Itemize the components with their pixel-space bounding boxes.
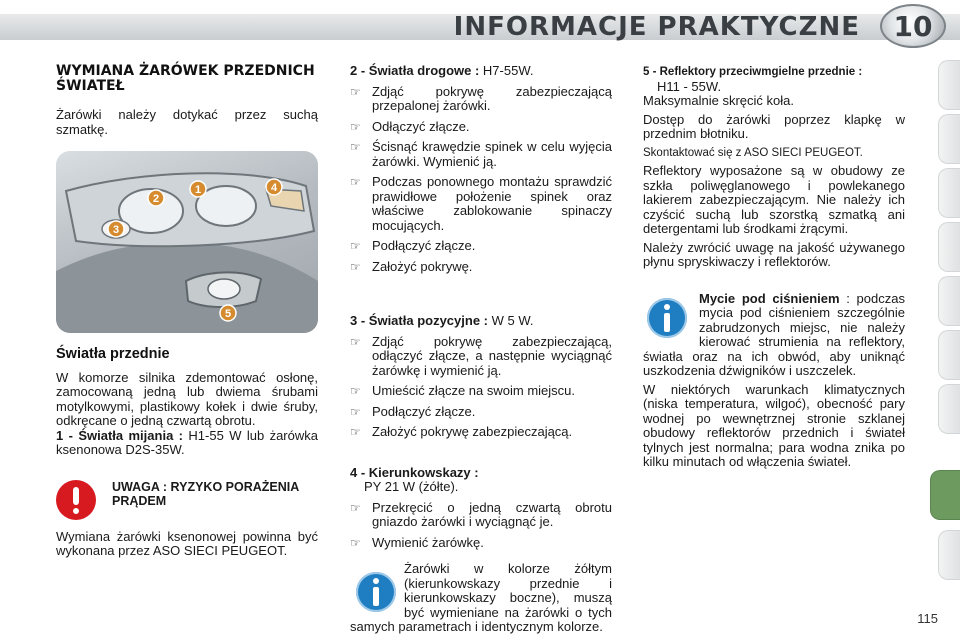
svg-text:5: 5: [224, 308, 232, 320]
column-left: [56, 64, 318, 559]
fog-text-5: Należy zwrócić uwagę na jakość używanego płynu spryskiwaczy i reflektorów.: [643, 239, 905, 269]
list-item: ☞ Zdjąć pokrywę zabezpieczającą, odłączyć złącze, a następnie wyciągnąć żarówkę i wymienić ją.: [350, 333, 612, 378]
chapter-tab-1[interactable]: [938, 60, 960, 110]
chapter-tab-3[interactable]: [938, 168, 960, 218]
fog-text-4: Reflektory wyposażone są w obudowy ze szkła poliwęglanowego i powlekanego lakierem zabezpieczającym. Nie należy ich czyścić suchą lub szorstką szmatką ani detergentami lub środkami żrącymi.: [643, 163, 905, 236]
pressure-wash-title: Mycie pod ciśnieniem: [699, 290, 840, 306]
item-4-head: 4 - Kierunkowskazy :: [350, 464, 479, 480]
list-item: ☞ Podłączyć złącze.: [350, 403, 476, 419]
item-3-head: 3 - Światła pozycyjne :: [350, 313, 488, 328]
headlight-illustration: [56, 151, 318, 333]
svg-text:1: 1: [194, 184, 202, 196]
list-item: ☞ Podczas ponownego montażu sprawdzić prawidłowe położenie spinek oraz właściwe zablokowanie spinaczy mocujących.: [350, 174, 612, 233]
info-box-yellow-bulbs: [350, 562, 612, 635]
pointing-hand-icon: ☞: [350, 84, 361, 99]
item-1-head: 1 - Światła mijania :: [56, 427, 184, 443]
header-bar: [0, 0, 960, 50]
headlight-photo: [56, 151, 318, 333]
item-2-value: H7-55W.: [482, 63, 534, 78]
item-4-value: PY 21 W (żółte).: [364, 479, 459, 494]
item-2-head: 2 - Światła drogowe :: [350, 63, 480, 78]
photo-callout-4: [266, 179, 282, 195]
fog-text-1: Maksymalnie skręcić koła.: [643, 93, 794, 108]
svg-text:3: 3: [112, 224, 120, 236]
chapter-tab-active[interactable]: [930, 470, 960, 520]
item-4-steps: [350, 501, 612, 551]
column-right: [643, 64, 905, 470]
item-3-value: W 5 W.: [491, 313, 534, 328]
item-2-high-beam: [350, 64, 612, 79]
pointing-hand-icon: ☞: [350, 259, 361, 274]
pressure-wash-body: : podczas mycia pod ciśnieniem szczególnie zabrudzonych miejsc, nie należy kierować strumienia na reflektory, światła oraz na ich obwód, aby uniknąć uszkodzenia dźwigników i uszczelek.: [643, 290, 905, 378]
pointing-hand-icon: ☞: [350, 535, 361, 550]
list-item: ☞ Zdjąć pokrywę zabezpieczającą przepalonej żarówki.: [350, 83, 612, 113]
photo-callout-5: [220, 305, 236, 321]
item-5-fog-lights: [643, 64, 905, 94]
chapter-tab-4[interactable]: [938, 222, 960, 272]
pointing-hand-icon: ☞: [350, 140, 361, 154]
list-item: ☞ Ścisnąć krawędzie spinek w celu wyjęcia żarówki. Wymienić ją.: [350, 139, 612, 169]
item-4-indicators: [350, 466, 612, 495]
list-item: ☞ Przekręcić o jedną czwartą obrotu gniazdo żarówki i wyciągnąć je.: [350, 499, 612, 529]
column-middle: [350, 64, 612, 635]
chapter-badge: [880, 4, 946, 48]
pointing-hand-icon: ☞: [350, 425, 361, 439]
pointing-hand-icon: ☞: [350, 119, 361, 134]
page-title: INFORMACJE PRAKTYCZNE: [453, 12, 860, 42]
chapter-tab-9[interactable]: [938, 530, 960, 580]
section-title-front-lights: Światła przednie: [56, 346, 170, 362]
condensation-text: W niektórych warunkach klimatycznych (niska temperatura, wilgoć), obecność pary wodnej po wewnętrznej stronie szklanej obudowy reflektorów przednich i świateł tylnych jest normalna; para wodna znika po kilku minutach od włączenia świateł.: [643, 381, 905, 469]
item-3-steps: [350, 335, 612, 440]
item-5-value: H11 - 55W.: [657, 78, 722, 94]
info-icon: [356, 572, 396, 612]
svg-text:4: 4: [270, 182, 278, 194]
photo-callout-2: [148, 190, 164, 206]
section-title-bulb-replacement: WYMIANA ŻARÓWEK PRZEDNICH ŚWIATEŁ: [56, 63, 315, 94]
photo-callout-1: [190, 181, 206, 197]
chapter-tab-5[interactable]: [938, 276, 960, 326]
list-item: ☞ Umieścić złącze na swoim miejscu.: [350, 383, 575, 398]
item-1-value: H1-55 W lub żarówka ksenonowa D2S-35W.: [56, 427, 318, 457]
info-text-body: Żarówki w kolorze żółtym (kierunkowskazy przednie i kierunkowskazy boczne), muszą być wymieniane na żarówki o tych samych parametrach i identycznym kolorze.: [350, 561, 612, 634]
intro-text: Żarówki należy dotykać przez suchą szmatkę.: [56, 107, 318, 137]
warning-box: [56, 480, 318, 520]
pointing-hand-icon: ☞: [350, 334, 361, 349]
pointing-hand-icon: ☞: [350, 239, 361, 253]
item-5-head: 5 - Reflektory przeciwmgielne przednie :: [643, 66, 863, 78]
pointing-hand-icon: ☞: [350, 500, 361, 515]
warning-text: Wymiana żarówki ksenonowej powinna być wykonana przez ASO SIECI PEUGEOT.: [56, 528, 318, 558]
list-item: ☞ Podłączyć złącze.: [350, 238, 476, 253]
page-number: 115: [917, 611, 938, 626]
warning-icon: [56, 480, 96, 520]
chapter-tab-7[interactable]: [938, 384, 960, 434]
item-3-position-lights: [350, 314, 612, 329]
list-item: ☞ Założyć pokrywę zabezpieczającą.: [350, 424, 573, 439]
info-icon: [647, 298, 687, 338]
list-item: ☞ Wymienić żarówkę.: [350, 534, 484, 550]
chapter-tab-2[interactable]: [938, 114, 960, 164]
list-item: ☞ Odłączyć złącze.: [350, 118, 470, 134]
pointing-hand-icon: ☞: [350, 384, 361, 398]
pointing-hand-icon: ☞: [350, 404, 361, 419]
pointing-hand-icon: ☞: [350, 175, 361, 189]
chapter-tab-6[interactable]: [938, 330, 960, 380]
front-lights-text: W komorze silnika zdemontować osłonę, zamocowaną jedną lub dwiema śrubami motylkowymi, plastikowy kołek i dwie śruby, odkręcane o jedną czwartą obrotu.: [56, 369, 318, 428]
list-item: ☞ Założyć pokrywę.: [350, 258, 473, 274]
chapter-tabs: [932, 60, 960, 620]
item-1-low-beam: [56, 429, 318, 458]
fog-text-2: Dostęp do żarówki poprzez klapkę w przednim błotniku.: [643, 111, 905, 141]
item-2-steps: [350, 85, 612, 275]
svg-text:2: 2: [152, 193, 160, 205]
chapter-number: 10: [893, 9, 933, 43]
warning-title: UWAGA : RYZYKO PORAŻENIA PRĄDEM: [112, 479, 299, 508]
fog-text-3: Skontaktować się z ASO SIECI PEUGEOT.: [643, 146, 863, 159]
info-box-pressure-wash: [643, 292, 905, 379]
photo-callout-3: [108, 221, 124, 237]
